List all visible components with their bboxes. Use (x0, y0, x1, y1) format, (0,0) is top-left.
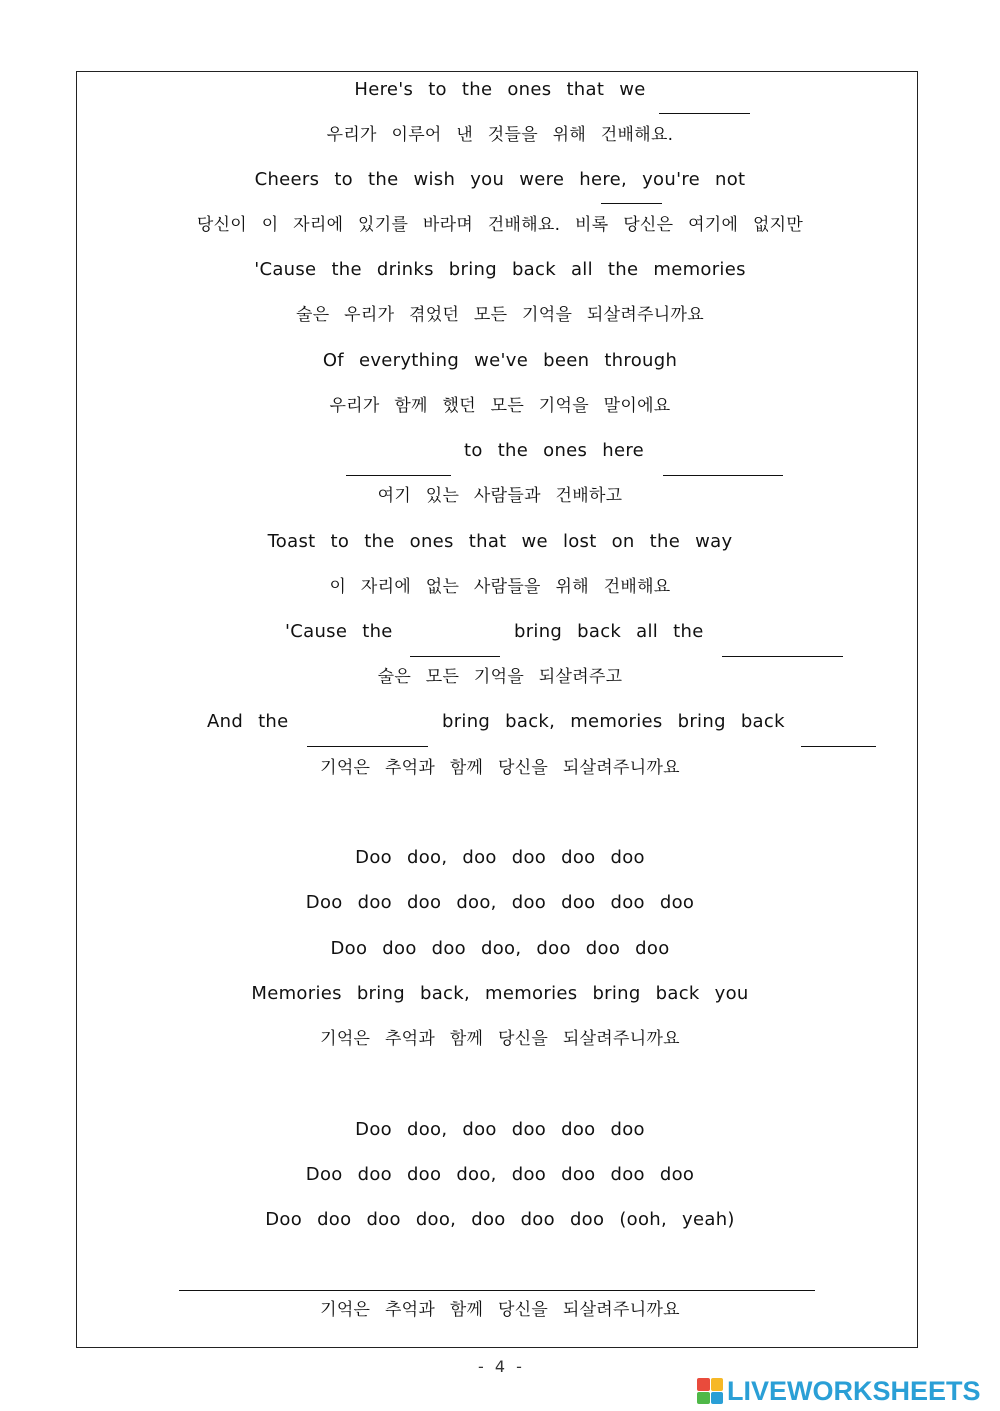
lyric-line-7a: 'Cause the (285, 621, 393, 642)
chorus-line-5: Doo doo, doo doo doo doo (355, 1119, 645, 1140)
chorus-line-1: Doo doo, doo doo doo doo (355, 847, 645, 868)
blank-input-4[interactable] (663, 475, 783, 476)
chorus-line-3: Doo doo doo doo, doo doo doo (330, 938, 670, 959)
lyric-line-3: 'Cause the drinks bring back all the memories (254, 259, 746, 280)
chorus-translation-1: 기억은 추억과 함께 당신을 되살려주니까요 (320, 1029, 680, 1049)
lyric-line-8a: And the (207, 711, 289, 732)
chorus-line-2: Doo doo doo doo, doo doo doo doo (305, 892, 695, 913)
translation-line-1: 우리가 이루어 낸 것들을 위해 건배해요. (326, 125, 674, 145)
blank-input-1[interactable] (659, 113, 750, 114)
blank-input-6[interactable] (722, 656, 843, 657)
lyric-line-8b: bring back, memories bring back (442, 711, 785, 732)
lyric-line-4: Of everything we've been through (322, 350, 678, 371)
lyric-line-5: to the ones here (464, 440, 645, 461)
translation-line-4: 우리가 함께 했던 모든 기억을 말이에요 (329, 396, 671, 416)
chorus-line-4: Memories bring back, memories bring back you (251, 983, 749, 1004)
blank-input-7[interactable] (307, 746, 428, 747)
translation-line-2: 당신이 이 자리에 있기를 바라며 건배해요. 비록 당신은 여기에 없지만 (196, 215, 804, 235)
chorus-line-6: Doo doo doo doo, doo doo doo doo (305, 1164, 695, 1185)
brand-name: LIVEWORKSHEETS (727, 1375, 981, 1406)
chorus-translation-2: 기억은 추억과 함께 당신을 되살려주니까요 (320, 1300, 680, 1320)
translation-line-6: 이 자리에 없는 사람들을 위해 건배해요 (329, 577, 671, 597)
blank-input-8[interactable] (801, 746, 876, 747)
logo-square-green (697, 1392, 710, 1405)
blank-input-9[interactable] (179, 1290, 815, 1291)
lyric-line-6: Toast to the ones that we lost on the way (267, 531, 733, 552)
logo-square-red (697, 1378, 710, 1391)
chorus-line-7: Doo doo doo doo, doo doo doo (ooh, yeah) (265, 1209, 735, 1230)
page-number: - 4 - (478, 1357, 522, 1376)
lyric-line-2: Cheers to the wish you were here, you're not (254, 169, 746, 190)
blank-input-3[interactable] (346, 475, 451, 476)
liveworksheets-brand[interactable] (697, 1376, 981, 1406)
blank-input-2[interactable] (601, 203, 662, 204)
logo-square-blue (711, 1392, 724, 1405)
liveworksheets-logo-icon (697, 1378, 723, 1404)
translation-line-5: 여기 있는 사람들과 건배하고 (377, 486, 623, 506)
translation-line-3: 술은 우리가 겪었던 모든 기억을 되살려주니까요 (296, 305, 704, 325)
translation-line-7: 술은 모든 기억을 되살려주고 (377, 667, 623, 687)
blank-input-5[interactable] (410, 656, 500, 657)
translation-line-8: 기억은 추억과 함께 당신을 되살려주니까요 (320, 758, 680, 778)
lyric-line-7b: bring back all the (514, 621, 704, 642)
logo-square-yellow (711, 1378, 724, 1391)
lyric-line-1: Here's to the ones that we (354, 79, 646, 100)
